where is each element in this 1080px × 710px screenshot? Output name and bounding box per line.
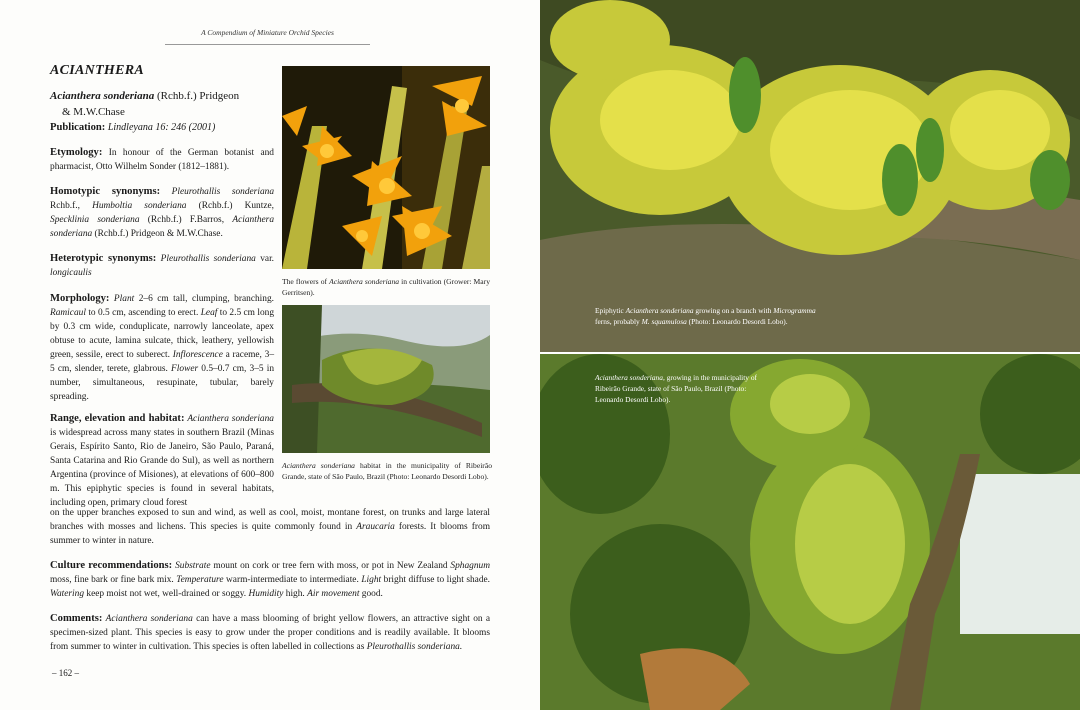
synonym-1: Pleurothallis sonderiana (171, 187, 274, 197)
running-head: A Compendium of Miniature Orchid Species (201, 28, 334, 37)
species-name: Acianthera sonderiana (50, 90, 155, 102)
caption-branch-pre: Epiphytic (595, 306, 624, 315)
comments-paragraph (50, 612, 490, 654)
synonym-4-author: (Rchb.f.) Pridgeon & M.W.Chase. (94, 229, 223, 239)
publication-value: Lindleyana 16: 246 (2001) (107, 122, 216, 133)
species-authority: (Rchb.f.) Pridgeon (156, 90, 240, 102)
publication (50, 122, 215, 133)
caption-flowers-pre: The flowers of (282, 277, 328, 286)
synonym-3-author: (Rchb.f.) F.Barros, (147, 215, 225, 225)
culture-paragraph (50, 559, 490, 601)
caption-branch-mid: growing on a branch with (695, 306, 772, 315)
range-araucaria: Araucaria (356, 522, 395, 532)
ramicaul-text: to 0.5 cm, ascending to erect. (88, 308, 199, 318)
substrate-text: mount on cork or tree fern with moss, or pot in New Zealand (213, 561, 448, 571)
caption-habitat-post: habitat in the municipality of Ribeirão Grande, state of São Paulo, Brazil (Photo: Leonardo Desordi Lobo). (282, 461, 492, 481)
humidity-text: high. (285, 589, 305, 599)
leaf-label: Leaf (200, 308, 218, 318)
watering-text: keep moist not wet, well-drained or soggy. (86, 589, 247, 599)
light-text: bright diffuse to light shade. (383, 575, 491, 585)
comments-label: Comments: (50, 613, 103, 624)
caption-flowers (282, 276, 490, 298)
sphagnum-label: Sphagnum (450, 561, 491, 571)
caption-branch-post: ferns, probably (595, 317, 640, 326)
plant-text: 2–6 cm tall, clumping, branching. (138, 294, 274, 304)
tree-photo (540, 354, 1080, 710)
culture-label: Culture recommendations: (50, 560, 173, 571)
watering-label: Watering (50, 589, 85, 599)
caption-habitat (282, 460, 492, 482)
page-number: – 162 – (52, 668, 79, 678)
species-title (50, 89, 275, 120)
substrate-label: Substrate (175, 561, 211, 571)
heterotypic-label: Heterotypic synonyms: (50, 253, 157, 264)
etymology-label: Etymology: (50, 147, 103, 158)
species-authority-2: & M.W.Chase (62, 105, 125, 118)
publication-label: Publication: (50, 122, 106, 133)
caption-habitat-species: Acianthera sonderiana (282, 461, 355, 470)
comments-species: Acianthera sonderiana (105, 614, 193, 624)
heterotypic-paragraph (50, 252, 274, 280)
leaf-text: to 2.5 cm long by 0.3 cm wide, conduplicate, narrowly lanceolate, apex obtuse to acute, lamina sulcate, thick, leathery, yellowish green, sessile, erect to suberect. (50, 308, 275, 360)
flower-text: 0.5–0.7 cm, 3–5 in number, simultaneous, resupinate, tubular, barely spreading. (50, 364, 275, 402)
temperature-label: Temperature (176, 575, 224, 585)
air-movement-label: Air movement (307, 589, 360, 599)
light-label: Light (361, 575, 382, 585)
caption-tree-species: Acianthera sonderiana, (595, 373, 665, 382)
caption-branch-credit: (Photo: Leonardo Desordi Lobo). (688, 317, 788, 326)
header-rule (165, 44, 370, 45)
plant-label: Plant (113, 294, 135, 304)
range-text-1: is widespread across many states in southern Brazil (Minas Gerais, Espírito Santo, Rio de Janeiro, São Paulo, Paraná, Santa Catarina and Rio Grande do Sul), as well as northern Argentina (province of Misiones), at elevations of 600–800 m. This epiphytic species is found in several habitats, including open, primary cloud forest (50, 428, 274, 508)
right-page (540, 0, 1080, 710)
caption-tree-post: growing in the municipality of Ribeirão Grande, state of São Paulo, Brazil (Photo: Leonardo Desordi Lobo). (595, 373, 757, 404)
comments-synonym: Pleurothallis sonderiana. (366, 642, 463, 652)
caption-branch-fern: Microgramma (773, 306, 816, 315)
caption-branch (595, 305, 825, 327)
heterotypic-synonym: Pleurothallis sonderiana (160, 254, 256, 264)
inflorescence-label: Inflorescence (172, 350, 223, 360)
genus-heading: ACIANTHERA (50, 63, 145, 78)
range-species: Acianthera sonderiana (187, 414, 274, 424)
range-text-3: forests. It blooms from summer to winter in nature. (50, 522, 490, 546)
synonym-3: Specklinia sonderiana (50, 215, 140, 225)
caption-flowers-post: in cultivation (Grower: Mary Gerritsen). (282, 277, 490, 297)
synonym-4: Acianthera sonderiana (50, 215, 275, 239)
synonym-1-author: Rchb.f., (50, 201, 80, 211)
humidity-label: Humidity (248, 589, 284, 599)
caption-branch-fern-species: M. squamulosa (641, 317, 687, 326)
range-label: Range, elevation and habitat: (50, 413, 185, 424)
flower-photo (282, 66, 490, 269)
ramicaul-label: Ramicaul (50, 308, 86, 318)
inflorescence-text: a raceme, 3–5 cm, slender, terete, glabrous. (50, 350, 275, 374)
comments-text: can have a mass blooming of bright yellow flowers, an attractive sight on a specimen-sized plant. This species is easy to grow under the proper conditions and is readily available. It blooms from summer to winter in cultivation. This species is often labelled in collections as (50, 614, 491, 652)
heterotypic-variety: longicaulis (50, 268, 92, 278)
caption-branch-species: Acianthera sonderiana (625, 306, 694, 315)
range-paragraph-bottom (50, 506, 490, 548)
synonym-2-author: (Rchb.f.) Kuntze, (198, 201, 275, 211)
homotypic-label: Homotypic synonyms: (50, 186, 161, 197)
flower-label: Flower (171, 364, 199, 374)
habitat-photo (282, 305, 490, 453)
heterotypic-rank: var. (260, 254, 275, 264)
sphagnum-text: moss, fine bark or fine bark mix. (50, 575, 174, 585)
range-paragraph-top (50, 412, 274, 510)
homotypic-paragraph (50, 185, 274, 241)
morphology-label: Morphology: (50, 293, 110, 304)
caption-flowers-species: Acianthera sonderiana (329, 277, 400, 286)
synonym-2: Humboltia sonderiana (92, 201, 187, 211)
air-movement-text: good. (361, 589, 383, 599)
temperature-text: warm-intermediate to intermediate. (226, 575, 359, 585)
etymology-paragraph (50, 146, 274, 174)
branch-photo (540, 0, 1080, 352)
caption-tree (595, 372, 775, 405)
morphology-paragraph (50, 292, 274, 404)
etymology-text: In honour of the German botanist and pharmacist, Otto Wilhelm Sonder (1812–1881). (50, 148, 274, 172)
range-text-2: on the upper branches exposed to sun and wind, as well as cool, moist, montane forest, on trunks and large lateral branches with mosses and lichens. This species is quite commonly found in (50, 508, 490, 532)
